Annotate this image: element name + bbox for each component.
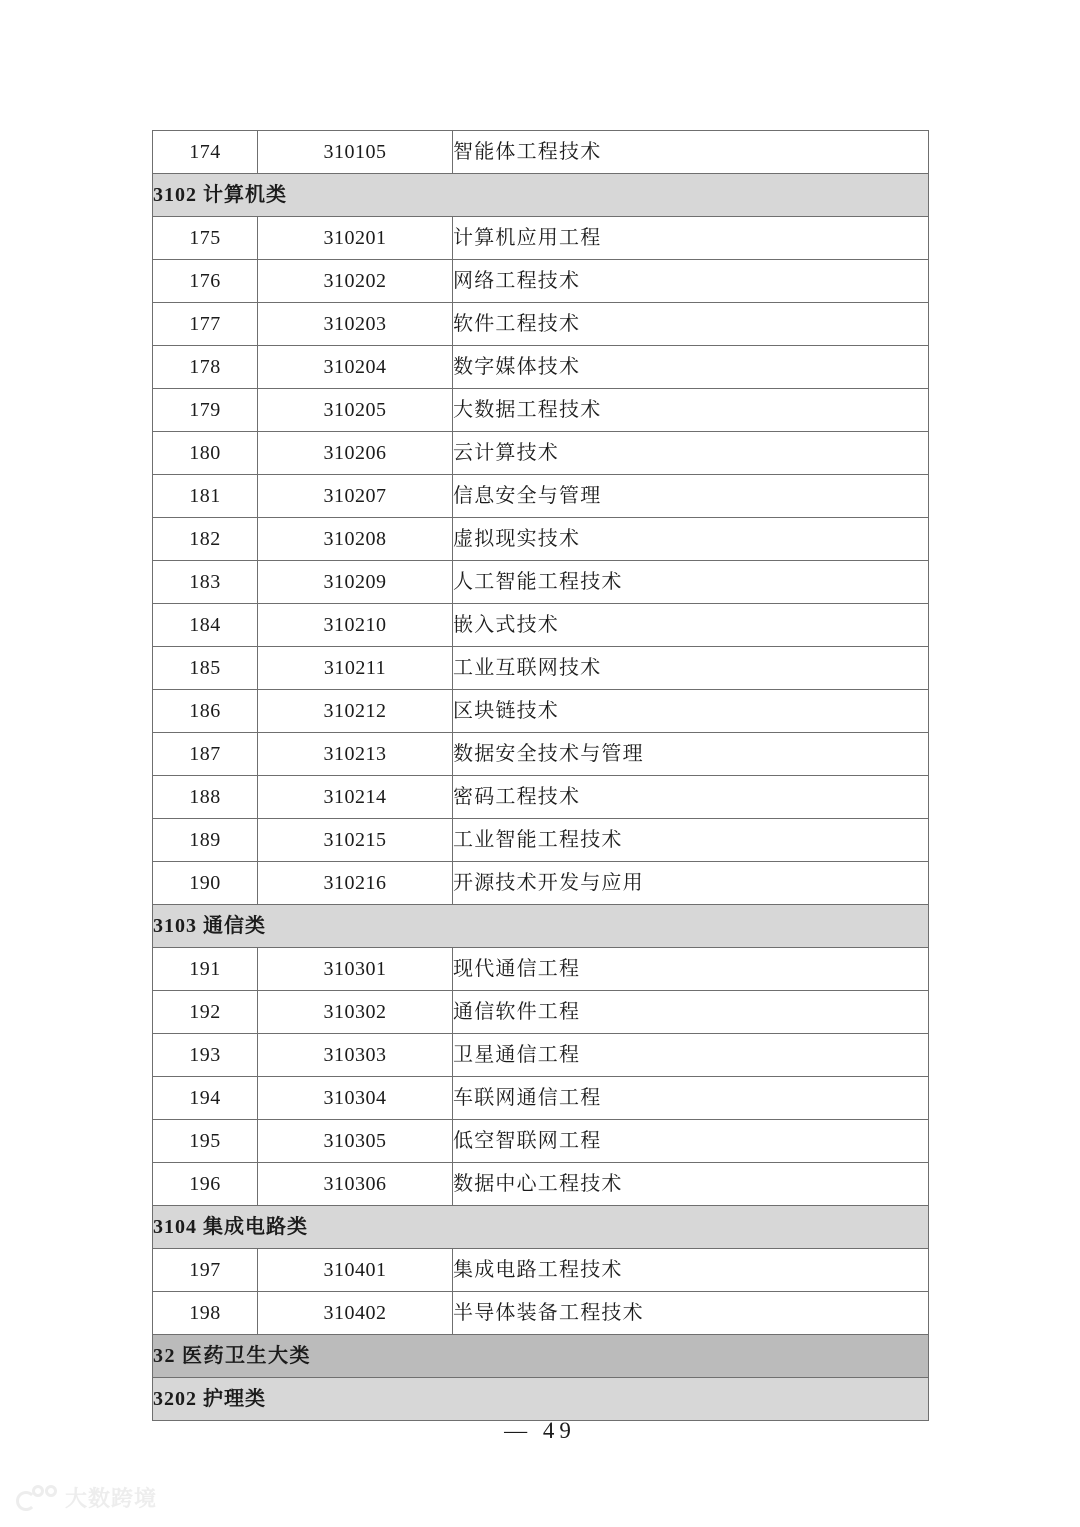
watermark-logo-icon [16,1485,58,1511]
category-code: 3103 [153,915,197,937]
row-index-cell: 185 [153,647,258,690]
row-index-cell: 194 [153,1077,258,1120]
row-code-cell: 310215 [258,819,453,862]
table-row [153,303,929,346]
row-name-cell: 数据安全技术与管理 [453,733,929,776]
table-row [153,475,929,518]
row-index-cell: 184 [153,604,258,647]
row-index-cell: 178 [153,346,258,389]
row-code-cell: 310304 [258,1077,453,1120]
row-index-cell: 193 [153,1034,258,1077]
category-label: 医药卫生大类 [182,1345,311,1367]
row-code-cell: 310212 [258,690,453,733]
major-category-cell [153,1335,929,1378]
table-row [153,604,929,647]
row-index-cell: 190 [153,862,258,905]
category-code: 3104 [153,1216,197,1238]
row-code-cell: 310214 [258,776,453,819]
row-index-cell: 189 [153,819,258,862]
row-index-cell: 197 [153,1249,258,1292]
sub-category-row [153,1206,929,1249]
row-index-cell: 195 [153,1120,258,1163]
table-row [153,819,929,862]
row-index-cell: 180 [153,432,258,475]
table-row [153,217,929,260]
row-name-cell: 云计算技术 [453,432,929,475]
row-code-cell: 310201 [258,217,453,260]
row-code-cell: 310105 [258,131,453,174]
row-name-cell: 区块链技术 [453,690,929,733]
row-name-cell: 网络工程技术 [453,260,929,303]
row-index-cell: 179 [153,389,258,432]
row-code-cell: 310202 [258,260,453,303]
table-row [153,346,929,389]
sub-category-cell [153,905,929,948]
table-row [153,131,929,174]
category-label: 护理类 [203,1388,266,1410]
row-index-cell: 175 [153,217,258,260]
table-row [153,260,929,303]
row-code-cell: 310211 [258,647,453,690]
table-row [153,733,929,776]
row-name-cell: 现代通信工程 [453,948,929,991]
row-code-cell: 310205 [258,389,453,432]
row-name-cell: 人工智能工程技术 [453,561,929,604]
row-name-cell: 软件工程技术 [453,303,929,346]
table-row [153,518,929,561]
row-index-cell: 176 [153,260,258,303]
page-footer [0,1418,1080,1444]
sub-category-cell [153,1378,929,1421]
row-code-cell: 310303 [258,1034,453,1077]
table-row [153,690,929,733]
category-code: 3202 [153,1388,197,1410]
row-name-cell: 嵌入式技术 [453,604,929,647]
table-row [153,1077,929,1120]
watermark [16,1482,157,1513]
table-row [153,991,929,1034]
major-category-row [153,1335,929,1378]
row-name-cell: 工业互联网技术 [453,647,929,690]
row-name-cell: 密码工程技术 [453,776,929,819]
watermark-label: 大数跨境 [65,1486,158,1511]
row-code-cell: 310210 [258,604,453,647]
sub-category-cell [153,174,929,217]
row-index-cell: 182 [153,518,258,561]
table-row [153,561,929,604]
table-row [153,1034,929,1077]
table-row [153,1249,929,1292]
table-row [153,432,929,475]
row-code-cell: 310207 [258,475,453,518]
row-name-cell: 卫星通信工程 [453,1034,929,1077]
row-index-cell: 181 [153,475,258,518]
sub-category-row [153,1378,929,1421]
row-name-cell: 大数据工程技术 [453,389,929,432]
table-row [153,1292,929,1335]
major-catalog-table [152,130,929,1421]
row-code-cell: 310203 [258,303,453,346]
row-index-cell: 192 [153,991,258,1034]
row-name-cell: 数据中心工程技术 [453,1163,929,1206]
row-name-cell: 通信软件工程 [453,991,929,1034]
table-row [153,389,929,432]
row-code-cell: 310302 [258,991,453,1034]
table-row [153,948,929,991]
catalog-table-body [153,131,929,1421]
row-code-cell: 310401 [258,1249,453,1292]
table-row [153,862,929,905]
row-code-cell: 310206 [258,432,453,475]
row-code-cell: 310402 [258,1292,453,1335]
row-name-cell: 工业智能工程技术 [453,819,929,862]
row-code-cell: 310216 [258,862,453,905]
table-row [153,776,929,819]
row-name-cell: 智能体工程技术 [453,131,929,174]
row-index-cell: 188 [153,776,258,819]
table-row [153,1120,929,1163]
row-index-cell: 191 [153,948,258,991]
category-label: 通信类 [203,915,266,937]
row-code-cell: 310306 [258,1163,453,1206]
page-number-label: — 49 [504,1418,576,1443]
category-label: 计算机类 [203,184,287,206]
row-name-cell: 半导体装备工程技术 [453,1292,929,1335]
row-index-cell: 183 [153,561,258,604]
row-name-cell: 车联网通信工程 [453,1077,929,1120]
row-name-cell: 低空智联网工程 [453,1120,929,1163]
sub-category-row [153,174,929,217]
row-index-cell: 187 [153,733,258,776]
sub-category-row [153,905,929,948]
table-row [153,1163,929,1206]
row-name-cell: 数字媒体技术 [453,346,929,389]
row-index-cell: 186 [153,690,258,733]
row-code-cell: 310204 [258,346,453,389]
row-index-cell: 198 [153,1292,258,1335]
row-code-cell: 310213 [258,733,453,776]
row-code-cell: 310305 [258,1120,453,1163]
row-name-cell: 集成电路工程技术 [453,1249,929,1292]
row-code-cell: 310208 [258,518,453,561]
sub-category-cell [153,1206,929,1249]
row-index-cell: 174 [153,131,258,174]
row-name-cell: 信息安全与管理 [453,475,929,518]
row-name-cell: 计算机应用工程 [453,217,929,260]
category-code: 3102 [153,184,197,206]
row-code-cell: 310209 [258,561,453,604]
row-name-cell: 虚拟现实技术 [453,518,929,561]
table-row [153,647,929,690]
category-code: 32 [153,1345,176,1367]
row-index-cell: 177 [153,303,258,346]
category-label: 集成电路类 [203,1216,308,1238]
row-name-cell: 开源技术开发与应用 [453,862,929,905]
row-index-cell: 196 [153,1163,258,1206]
row-code-cell: 310301 [258,948,453,991]
